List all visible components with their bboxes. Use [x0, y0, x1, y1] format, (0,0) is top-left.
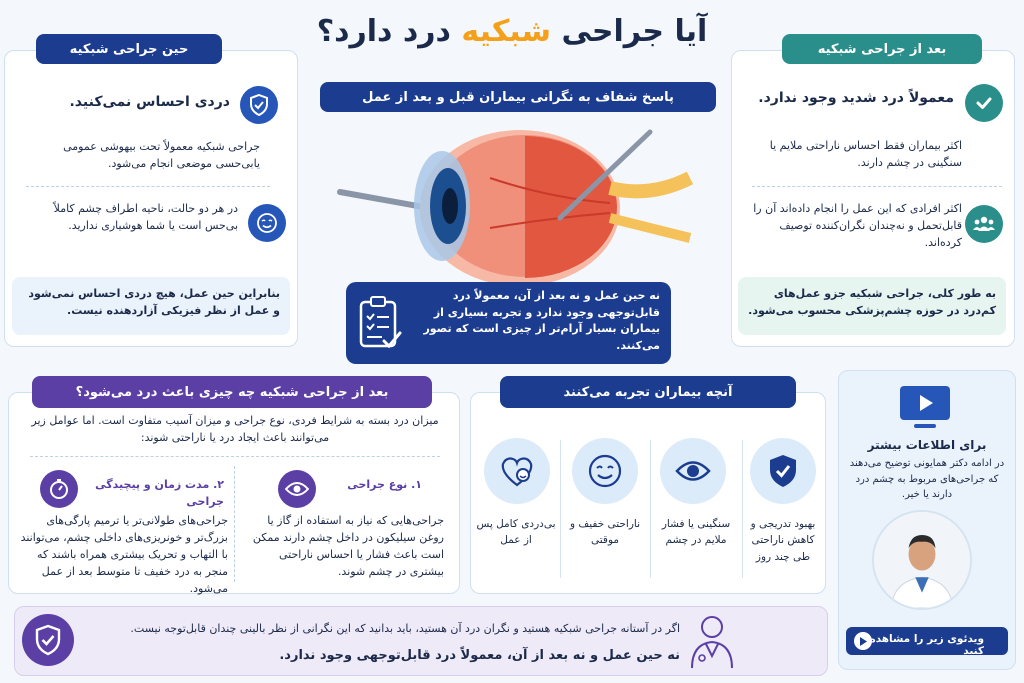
- people-group-icon: [965, 205, 1003, 243]
- pain-causes-pill: بعد از جراحی شبکیه چه چیزی باعث درد می‌شود؟: [32, 376, 432, 408]
- factor1-text: جراحی‌هایی که نیاز به استفاده از گاز یا روغن سیلیکون در داخل چشم دارند ممکن است باعث فشار یا احساس ناراحتی بیشتری در چشم شوند.: [252, 514, 444, 579]
- calm-face-icon: [248, 204, 286, 242]
- more-info-text: در ادامه دکتر همایونی توضیح می‌دهند که جراحی‌های مربوط به چشم درد دارند یا خیر.: [849, 458, 1005, 500]
- after-divider: [752, 186, 1002, 187]
- eye-outline-icon: [278, 470, 316, 508]
- title-part2: درد دارد؟: [316, 14, 462, 49]
- experience-divider-1: [742, 440, 743, 578]
- shield-check-badge-icon: [22, 614, 74, 666]
- factor1-title: ۱. نوع جراحی: [347, 478, 422, 491]
- content-face-icon: [572, 438, 638, 504]
- during-item-2: در هر دو حالت، ناحیه اطراف چشم کاملاً بی‌حس است یا شما هوشیاری ندارید.: [53, 202, 238, 233]
- during-item-1: جراحی شبکیه معمولاً تحت بیهوشی عمومی یا‌بی‌حسی موضعی انجام می‌شود.: [63, 140, 260, 171]
- eye-anatomy-illustration: [330, 118, 710, 288]
- during-surgery-pill: حین جراحی شبکیه: [36, 34, 222, 64]
- shield-check-outline-icon: [750, 438, 816, 504]
- pain-causes-intro: میزان درد بسته به شرایط فردی، نوع جراحی و میزان آسیب متفاوت است. اما عوامل زیر می‌توانند باعث ایجاد درد یا ناراحتی شوند:: [31, 414, 439, 445]
- eye-icon: [660, 438, 726, 504]
- clipboard-checklist-icon: [358, 295, 402, 351]
- patient-experience-pill: آنچه بیماران تجربه می‌کنند: [500, 376, 796, 408]
- watch-video-label: ویدئوی زیر را مشاهده کنید: [869, 633, 984, 657]
- after-item-2: اکثر افرادی که این عمل را انجام داده‌اند آن را قابل‌تحمل و نه‌چندان نگران‌کننده توصیف کرده‌اند.: [753, 202, 962, 250]
- experience-divider-3: [560, 440, 561, 578]
- check-icon: [965, 84, 1003, 122]
- experience-item-1: بهبود تدریجی و کاهش ناراحتی طی چند روز: [750, 518, 816, 563]
- after-surgery-pill: بعد از جراحی شبکیه: [782, 34, 982, 64]
- during-divider: [26, 186, 270, 187]
- bottom-line-2: نه حین عمل و نه بعد از آن، معمولاً درد قابل‌توجهی وجود ندارد.: [279, 648, 680, 663]
- experience-divider-2: [650, 440, 651, 578]
- shield-check-icon: [240, 86, 278, 124]
- during-note: بنابراین حین عمل، هیچ دردی احساس نمی‌شود و عمل از نظر فیزیکی آزاردهنده نیست.: [12, 277, 290, 335]
- bottom-line-1: اگر در آستانه جراحی شبکیه هستید و نگران درد آن هستید، باید بدانید که این نگرانی از نظر بالینی چندان قابل‌توجه نیست.: [130, 622, 680, 635]
- title-part1: آیا جراحی: [551, 14, 708, 49]
- experience-item-4: بی‌دردی کامل پس از عمل: [476, 518, 556, 547]
- doctor-avatar: [872, 510, 972, 610]
- heart-smile-icon: [484, 438, 550, 504]
- subtitle-pill: پاسخ شفاف به نگرانی بیماران قبل و بعد از عمل: [320, 82, 716, 112]
- during-heading: دردی احساس نمی‌کنید.: [69, 94, 230, 110]
- causes-divider: [30, 456, 440, 457]
- factor2-text: جراحی‌های طولانی‌تر یا ترمیم پارگی‌های بزرگ‌تر و خونریزی‌های داخلی چشم، می‌توانند با التهاب و تحریک بیشتری همراه باشند که منجر به درد خفیف تا متوسط بعد از عمل می‌شود.: [20, 514, 228, 596]
- more-info-title: برای اطلاعات بیشتر: [867, 438, 987, 452]
- center-summary-text: نه حین عمل و نه بعد از آن، معمولاً درد قابل‌توجهی وجود ندارد و تجربه بسیاری از بیماران بسیار آرام‌تر از چیزی است که تصور می‌کنند.: [423, 289, 660, 352]
- page-title: [230, 14, 794, 49]
- factor2-title: ۲. مدت زمان و پیچیدگی جراحی: [95, 478, 224, 509]
- after-note: به طور کلی، جراحی شبکیه جزو عمل‌های کم‌درد در حوزه چشم‌پزشکی محسوب می‌شود.: [738, 277, 1006, 335]
- causes-vertical-divider: [234, 466, 235, 582]
- title-highlight: شبکیه: [461, 14, 552, 49]
- video-play-icon: [898, 384, 952, 432]
- doctor-outline-icon: [688, 612, 736, 670]
- experience-item-2: سنگینی یا فشار ملایم در چشم: [661, 518, 731, 547]
- after-item-1: اکثر بیماران فقط احساس ناراحتی ملایم یا سنگینی در چشم دارند.: [769, 139, 962, 170]
- experience-item-3: ناراحتی خفیف و موقتی: [569, 518, 641, 547]
- stopwatch-icon: [40, 470, 78, 508]
- after-heading: معمولاً درد شدید وجود ندارد.: [758, 90, 954, 106]
